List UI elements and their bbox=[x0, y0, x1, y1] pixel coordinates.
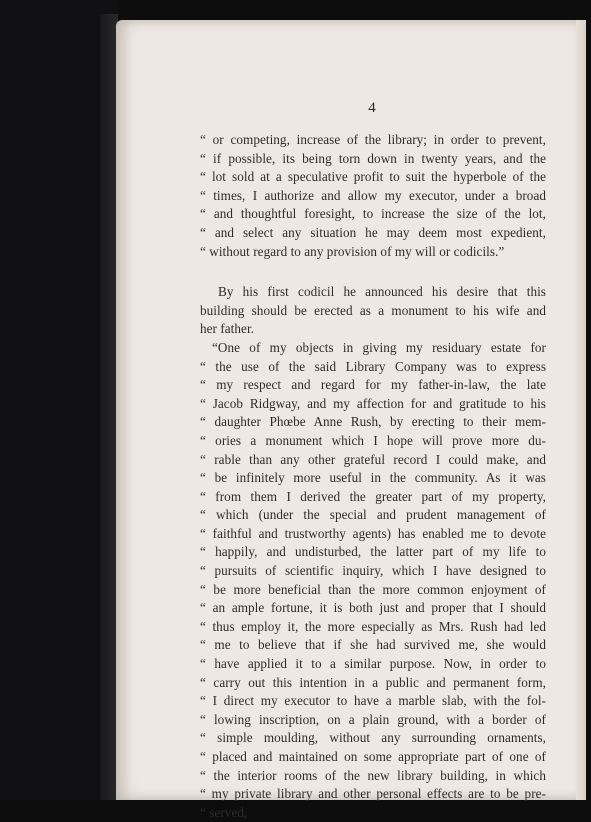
text-line: “ without regard to any provision of my will or codicils.” bbox=[200, 243, 505, 259]
text-line: “ Jacob Ridgway, and my affection for and gratitude to his bbox=[200, 395, 546, 411]
text-line: “ and thoughtful foresight, to increase the size of the lot, bbox=[200, 206, 546, 222]
text-line: “ rable than any other grateful record I could make, and bbox=[200, 451, 546, 467]
paragraph-quote-objects bbox=[200, 339, 546, 822]
book-page bbox=[116, 20, 586, 820]
text-line: “ be infinitely more useful in the community. As it was bbox=[200, 470, 546, 486]
text-line: “ the use of the said Library Company was to express bbox=[200, 358, 546, 374]
text-line: her father. bbox=[200, 321, 255, 337]
text-line: “ I direct my executor to have a marble slab, with the fol- bbox=[200, 693, 546, 709]
body-text bbox=[200, 131, 546, 822]
text-line: “ which (under the special and prudent management of bbox=[200, 507, 546, 523]
text-line: “ me to believe that if she had survived me, she would bbox=[200, 637, 546, 653]
text-line: “ daughter Phœbe Anne Rush, by erecting to their mem- bbox=[200, 414, 546, 430]
text-line: “One of my objects in giving my residuary estate for bbox=[212, 339, 546, 355]
text-line: “ if possible, its being torn down in twenty years, and the bbox=[200, 150, 546, 166]
text-line: “ ories a monument which I hope will prove more du- bbox=[200, 432, 546, 448]
text-line: “ be more beneficial than the more common enjoyment of bbox=[200, 581, 546, 597]
text-line: “ an ample fortune, it is both just and proper that I should bbox=[200, 600, 546, 616]
text-line: By his first codicil he announced his desire that this bbox=[218, 284, 546, 300]
text-line: “ faithful and trustworthy agents) has enabled me to devote bbox=[200, 525, 546, 541]
text-line: “ or competing, increase of the library; in order to prevent, bbox=[200, 132, 546, 147]
text-line: “ my respect and regard for my father-in-law, the late bbox=[200, 377, 546, 393]
text-line: “ and select any situation he may deem most expedient, bbox=[200, 224, 546, 240]
text-line: “ my private library and other personal effects are to be pre- bbox=[200, 786, 546, 802]
text-line: “ times, I authorize and allow my executor, under a broad bbox=[200, 187, 546, 203]
paragraph-gap bbox=[200, 261, 546, 283]
text-line: “ placed and maintained on some appropriate part of one of bbox=[200, 749, 546, 764]
paragraph-quote-continuation bbox=[200, 131, 546, 261]
text-line: “ the interior rooms of the new library building, in which bbox=[200, 767, 546, 783]
text-line: “ lot sold at a speculative profit to suit the hyperbole of the bbox=[200, 169, 546, 185]
page-number: 4 bbox=[368, 100, 376, 116]
text-line: “ served, bbox=[200, 804, 248, 820]
text-line: “ from them I derived the greater part of my property, bbox=[200, 488, 546, 504]
text-line: “ pursuits of scientific inquiry, which I have designed to bbox=[200, 563, 546, 579]
text-line: building should be erected as a monument to his wife and bbox=[200, 302, 546, 318]
text-line: “ have applied it to a similar purpose. Now, in order to bbox=[200, 656, 546, 672]
text-line: “ thus employ it, the more especially as Mrs. Rush had led bbox=[200, 618, 546, 634]
text-line: “ simple moulding, without any surrounding ornaments, bbox=[200, 730, 546, 746]
text-line: “ carry out this intention in a public and permanent form, bbox=[200, 674, 546, 690]
paragraph-codicil bbox=[200, 283, 546, 339]
text-line: “ lowing inscription, on a plain ground, with a border of bbox=[200, 711, 546, 727]
text-line: “ happily, and undisturbed, the latter part of my life to bbox=[200, 544, 546, 560]
page-fore-edge bbox=[576, 20, 586, 800]
